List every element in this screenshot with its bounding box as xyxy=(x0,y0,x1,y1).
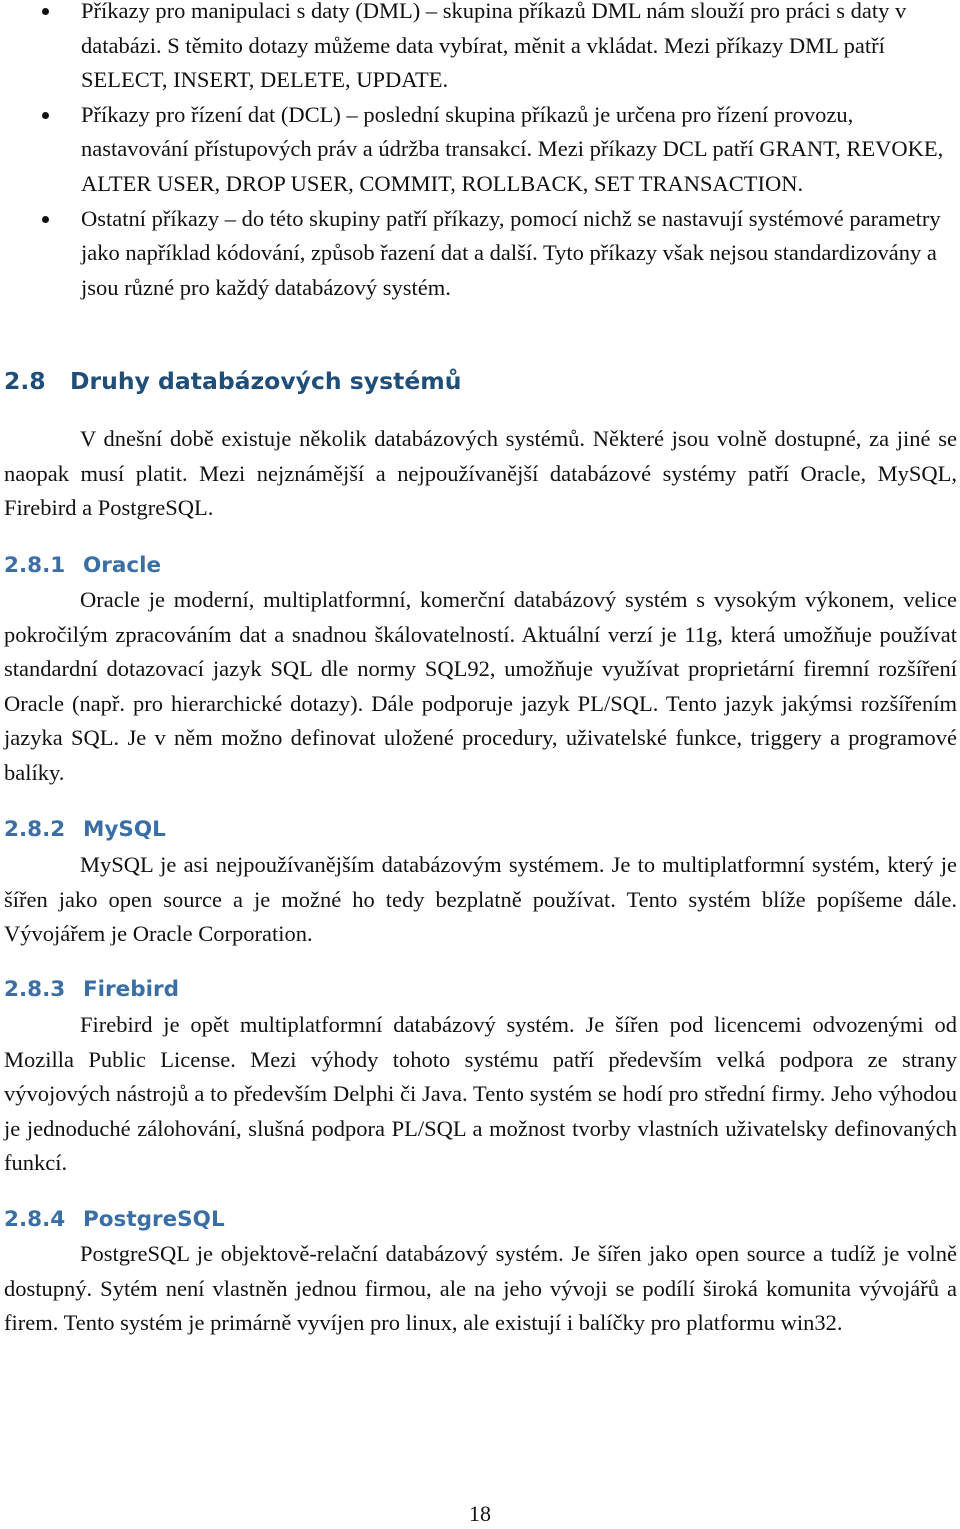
subsection-heading-mysql xyxy=(4,813,166,848)
bullet-icon xyxy=(42,216,49,223)
section-heading xyxy=(4,364,462,399)
subsection-title: Firebird xyxy=(83,977,179,1002)
bullet-item-other xyxy=(0,202,960,306)
oracle-paragraph: Oracle je moderní, multiplatformní, komerční databázový systém s vysokým výkonem, velice pokročilým zpracováním dat a snadnou škálovatelností. Aktuální verzí je 11g, která umožňuje používat standardní dotazovací jazyk SQL dle normy SQL92, umožňuje využívat proprietární firemní rozšíření Oracle (např. pro hierarchické dotazy). Dále podporuje jazyk PL/SQL. Tento jazyk jakýmsi rozšířením jazyka SQL. Je v něm možno definovat uložené procedury, uživatelské funkce, triggery a programové balíky. xyxy=(4,587,957,785)
bullet-item-dml xyxy=(0,0,960,98)
subsection-heading-firebird xyxy=(4,973,179,1008)
bullet-text: Ostatní příkazy – do této skupiny patří příkazy, pomocí nichž se nastavují systémové parametry jako například kódování, způsob řazení dat a další. Tyto příkazy však nejsou standardizovány a jsou různé pro každý databázový systém. xyxy=(81,205,941,300)
subsection-number: 2.8.1 xyxy=(4,553,66,578)
subsection-number: 2.8.3 xyxy=(4,977,66,1002)
subsection-title: PostgreSQL xyxy=(83,1207,225,1232)
section-number: 2.8 xyxy=(4,367,46,395)
page-number: 18 xyxy=(469,1501,491,1526)
subsection-title: Oracle xyxy=(83,553,162,578)
postgresql-paragraph: PostgreSQL je objektově-relační databázový systém. Je šířen jako open source a tudíž je volně dostupný. Sytém není vlastněn jednou firmou, ale na jeho vývoji se podílí široká komunita vývojářů a firem. Tento systém je primárně vyvíjen pro linux, ale existují i balíčky pro platformu win32. xyxy=(4,1241,957,1336)
subsection-number: 2.8.4 xyxy=(4,1207,66,1232)
subsection-heading-postgresql xyxy=(4,1203,225,1238)
bullet-text: Příkazy pro manipulaci s daty (DML) – skupina příkazů DML nám slouží pro práci s daty v databázi. S těmito dotazy můžeme data vybírat, měnit a vkládat. Mezi příkazy DML patří SELECT, INSERT, DELETE, UPDATE. xyxy=(81,0,907,93)
section-intro-paragraph: V dnešní době existuje několik databázových systémů. Některé jsou volně dostupné, za jiné se naopak musí platit. Mezi nejznámější a nejpoužívanější databázové systémy patří Oracle, MySQL, Firebird a PostgreSQL. xyxy=(4,426,957,521)
firebird-paragraph: Firebird je opět multiplatformní databázový systém. Je šířen pod licencemi odvozenými od Mozilla Public License. Mezi výhody tohoto systému patří především velká podpora ze strany vývojových nástrojů a to především Delphi či Java. Tento systém se hodí pro střední firmy. Jeho výhodou je jednoduché zálohování, slušná podpora PL/SQL a možnost tvorby vlastních uživatelsky definovaných funkcí. xyxy=(4,1012,957,1176)
command-bullet-list xyxy=(0,0,960,305)
bullet-item-dcl xyxy=(0,98,960,202)
section-title: Druhy databázových systémů xyxy=(70,367,462,395)
bullet-icon xyxy=(42,112,49,119)
subsection-heading-oracle xyxy=(4,549,161,584)
bullet-text: Příkazy pro řízení dat (DCL) – poslední skupina příkazů je určena pro řízení provozu, nastavování přístupových práv a údržba transakcí. Mezi příkazy DCL patří GRANT, REVOKE, ALTER USER, DROP USER, COMMIT, ROLLBACK, SET TRANSACTION. xyxy=(81,101,944,196)
mysql-paragraph: MySQL je asi nejpoužívanějším databázovým systémem. Je to multiplatformní systém, který je šířen jako open source a je možné ho tedy bezplatně používat. Tento systém blíže popíšeme dále. Vývojářem je Oracle Corporation. xyxy=(4,852,957,947)
subsection-number: 2.8.2 xyxy=(4,817,66,842)
bullet-icon xyxy=(42,8,49,15)
subsection-title: MySQL xyxy=(83,817,166,842)
